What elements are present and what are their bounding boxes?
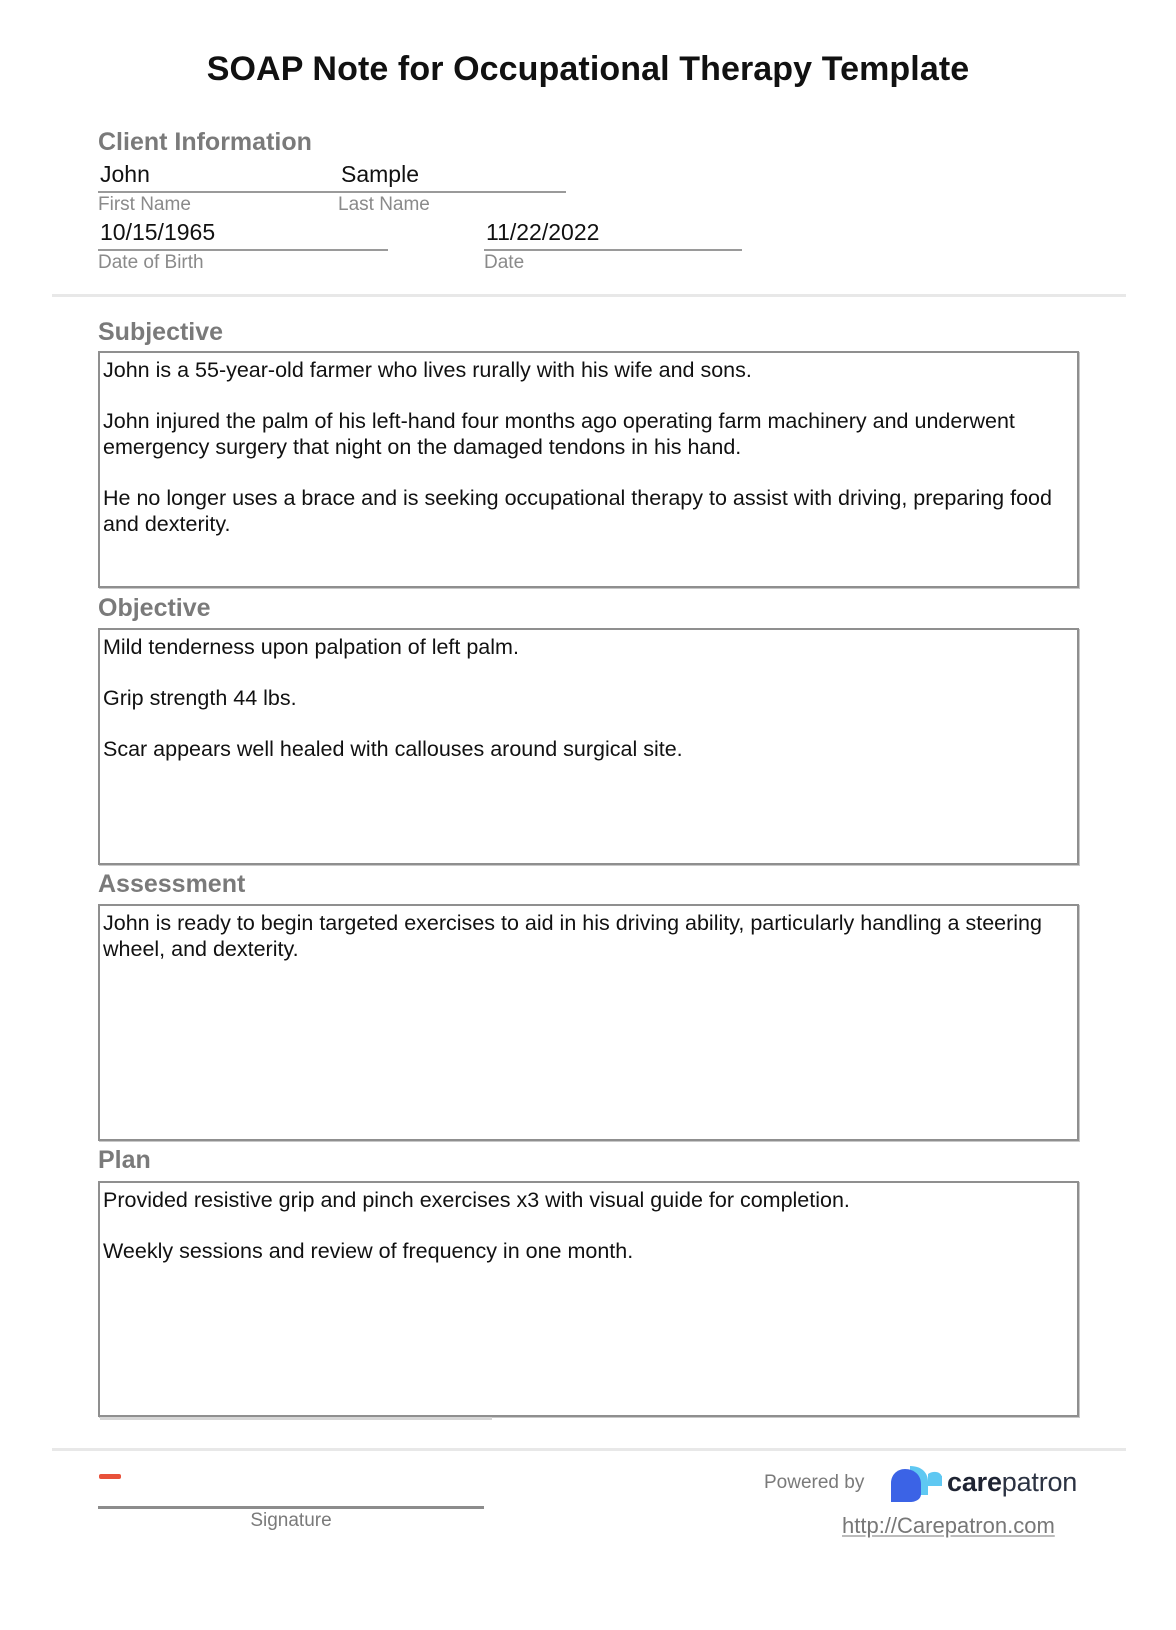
subjective-paragraph: He no longer uses a brace and is seeking occupational therapy to assist with driving, preparing food and dexterity. <box>103 486 1052 536</box>
plan-box-shadow <box>100 1417 492 1420</box>
assessment-paragraph: John is ready to begin targeted exercises to aid in his driving ability, particularly handling a steering wheel, and dexterity. <box>103 911 1042 961</box>
section-divider <box>52 294 1126 297</box>
plan-paragraph: Weekly sessions and review of frequency in one month. <box>103 1239 634 1263</box>
carepatron-url-link[interactable]: http://Carepatron.com <box>842 1513 1055 1538</box>
signature-label: Signature <box>250 1510 332 1531</box>
objective-heading: Objective <box>98 594 211 622</box>
signature-line[interactable] <box>98 1506 484 1509</box>
plan-heading: Plan <box>98 1146 151 1174</box>
date-underline <box>484 249 742 251</box>
objective-paragraph: Mild tenderness upon palpation of left palm. <box>103 635 519 659</box>
first-name-label: First Name <box>98 194 191 215</box>
name-underline <box>98 191 566 193</box>
subjective-paragraph: John is a 55-year-old farmer who lives rurally with his wife and sons. <box>103 358 752 382</box>
carepatron-wordmark <box>947 1467 1077 1498</box>
plan-paragraph: Provided resistive grip and pinch exercises x3 with visual guide for completion. <box>103 1188 850 1212</box>
dob-label: Date of Birth <box>98 252 204 273</box>
plan-textbox[interactable] <box>98 1181 1079 1417</box>
carepatron-logo-icon <box>888 1464 944 1504</box>
objective-paragraph: Scar appears well healed with callouses around surgical site. <box>103 737 683 761</box>
footer-divider <box>52 1448 1126 1451</box>
subjective-paragraph: John injured the palm of his left-hand four months ago operating farm machinery and underwent emergency surgery that night on the damaged tendons in his hand. <box>103 409 1015 459</box>
last-name-value[interactable]: Sample <box>341 161 419 187</box>
last-name-label: Last Name <box>338 194 430 215</box>
assessment-textbox[interactable] <box>98 904 1079 1141</box>
objective-textbox[interactable] <box>98 628 1079 865</box>
powered-by-label: Powered by <box>764 1472 865 1493</box>
client-info-heading: Client Information <box>98 128 312 156</box>
date-value[interactable]: 11/22/2022 <box>486 219 600 245</box>
subjective-textbox[interactable] <box>98 351 1079 588</box>
signature-mark-icon <box>99 1474 121 1479</box>
assessment-heading: Assessment <box>98 870 246 898</box>
first-name-value[interactable]: John <box>100 161 150 187</box>
objective-paragraph: Grip strength 44 lbs. <box>103 686 297 710</box>
brand-light: patron <box>1001 1467 1078 1497</box>
document-title: SOAP Note for Occupational Therapy Template <box>206 50 970 88</box>
date-label: Date <box>484 252 525 273</box>
dob-value[interactable]: 10/15/1965 <box>100 219 216 245</box>
subjective-heading: Subjective <box>98 318 224 346</box>
dob-underline <box>98 249 388 251</box>
brand-bold: care <box>947 1467 1002 1497</box>
